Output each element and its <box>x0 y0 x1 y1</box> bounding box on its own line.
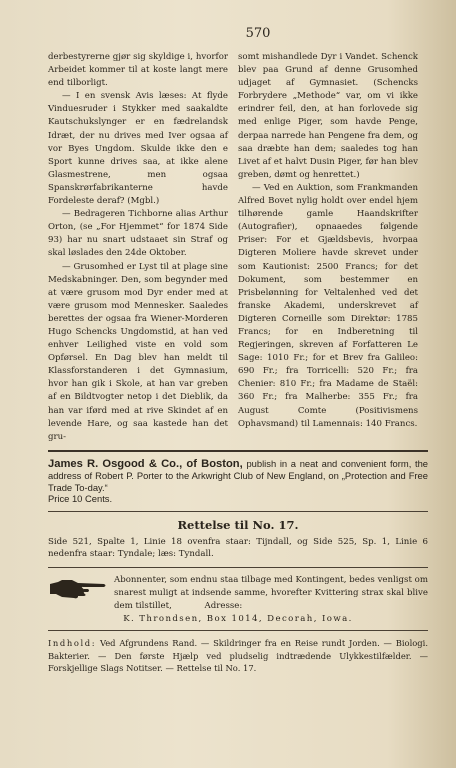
notice-company: James R. Osgood & Co., of Boston, <box>48 457 243 470</box>
left-column <box>48 51 228 444</box>
divider <box>48 567 428 568</box>
paragraph: — Ved en Auktion, som Frankmanden Alfred Bovet nylig holdt over endel hjem tilhørende gamle Haandskrifter (Autografier), opnaaedes følgende Priser: For et Gjældsbevis, hvorpaa Digteren Moliere havde skrevet under som Kautionist: 2500 Francs; for det Dokument, som bestemmer en Prisbelønning for Veltalenhed ved det franske Akademi, underskrevet af Digteren Corneille som Direktør: 1785 Francs; for en Indberetning til Regjeringen, skreven af Forfatteren Le Sage: 1010 Fr.; for et Brev fra Galileo: 690 Fr.; fra Torricelli: 520 Fr.; fra Chenier: 810 Fr.; fra Madame de Staël: 360 Fr.; fra Malherbe: 355 Fr.; fra August Comte (Positivismens Ophavsmand) til Lamennais: 140 Francs. <box>238 182 418 429</box>
right-column <box>238 51 418 431</box>
pointing-hand-icon <box>48 576 108 600</box>
paragraph: — Bedrageren Tichborne alias Arthur Orton, (se „For Hjemmet“ for 1874 Side 93) har nu snart udstaaet sin Straf og skal løslades den 24de Oktober. <box>48 209 228 259</box>
errata-title: Rettelse til No. 17. <box>177 517 299 532</box>
contents-label: Indhold: <box>48 637 97 648</box>
notice-price: Price 10 Cents. <box>48 493 113 505</box>
paragraph: — I en svensk Avis læses: At flyde Vinduesruder i Stykker med saakaldte Kautschukslynger er en fædrelandsk Idræt, der nu drives med Iver ogsaa af vor Byes Ungdom. Skulde ikke den e Sport kunne drives saa, at ikke alene Glasmestrene, men ogsaa Spanskrørfabrikanterne havde Fordeleste deraf? (Mgbl.) <box>48 91 228 207</box>
divider <box>48 450 428 452</box>
paragraph: derbestyrerne gjør sig skyldige i, hvorfor Arbeidet kommer til at koste langt mere end tilborligt. <box>48 52 228 89</box>
errata-body: Side 521, Spalte 1, Linie 18 ovenfra staar: Tijndall, og Side 525, Sp. 1, Linie 6 nedenfra staar: Tyndale; læs: Tyndall. <box>48 536 428 560</box>
address-line <box>48 614 428 624</box>
subscriber-text <box>114 574 428 613</box>
address: K. Throndsen, Box 1014, Decorah, Iowa. <box>123 613 353 624</box>
page-number: 570 <box>245 26 271 41</box>
divider <box>48 630 428 631</box>
paragraph: — Grusomhed er Lyst til at plage sine Medskabninger. Den, som begynder med at være grusom mod Dyr ender med at være grusom mod Mennesker. Saaledes berettes der ogsaa fra Wiener-Morderen Hugo Schencks Ungdomstid, at han ved enhver Leilighed viste en vold som Opførsel. En Dag blev han meldt til Klassforstanderen i det Gymnasium, hvor han gik i Skole, at han var greben af en Bildtvogter netop i det Dieblik, da han var iførd med at rive Skindet af en levende Hare, og saa kastede han det gru- <box>48 261 228 442</box>
article-columns <box>48 51 428 444</box>
paragraph: somt mishandlede Dyr i Vandet. Schenck blev paa Grund af denne Grusomhed udjaget af Gymnasiet. (Schencks Forbrydere „Methode“ var, om vi ikke erindrer feil, den, at han forlovede sig med enlige Piger, som havde Penge, derpaa narrede han Pengene fra dem, og saa dræbte han dem; saaledes tog han Livet af et halvt Dusin Piger, før han blev greben, dømt og henrettet.) <box>238 52 418 180</box>
subscriber-message: Abonnenter, som endnu staa tilbage med Kontingent, bedes venligst om snarest muligt at indsende samme, hvorefter Kvittering strax skal blive dem tilstillet, <box>114 574 428 611</box>
contents-text: Ved Afgrundens Rand. — Skildringer fra en Reise rundt Jorden. — Biologi. Bakterier. — Den første Hjælp ved pludselig indtrædende Ulykkestilfælder. — Forskjellige Slags Notitser. — Rettelse til No. 17. <box>48 637 428 674</box>
contents-section <box>48 637 428 675</box>
address-label: Adresse: <box>204 600 243 611</box>
divider <box>48 511 428 512</box>
publisher-notice <box>48 458 428 505</box>
notice-body: publish in a neat and convenient form, the address of Robert P. Porter to the Arkwright Club of New England, on „Protection and Free Trade To-day.“ <box>48 457 429 493</box>
subscriber-notice <box>48 574 428 613</box>
